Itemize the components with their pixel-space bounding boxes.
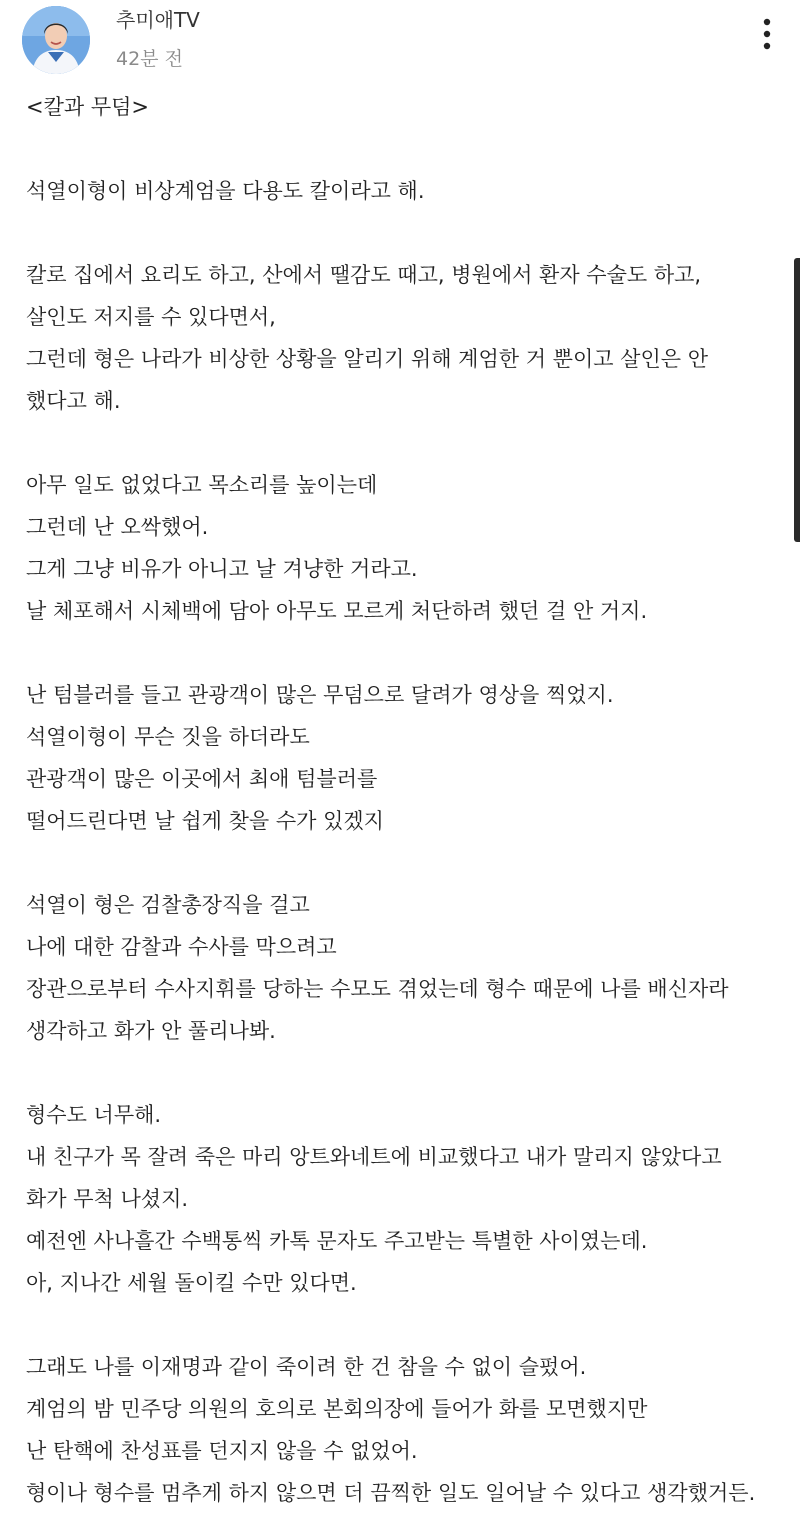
post-text-line: 했다고 해. <box>26 389 121 413</box>
post-text-line: 그래도 나를 이재명과 같이 죽이려 한 건 참을 수 없이 슬펐어. <box>26 1355 587 1379</box>
post-text-line: 떨어드린다면 날 쉽게 찾을 수가 있겠지 <box>26 809 384 833</box>
post-timestamp: 42분 전 <box>116 48 183 70</box>
post-text-line: 그게 그냥 비유가 아니고 날 겨냥한 거라고. <box>26 557 418 581</box>
post-text-line: 나에 대한 감찰과 수사를 막으려고 <box>26 935 337 959</box>
blank-line <box>26 422 786 464</box>
post-text-line: 아, 지나간 세월 돌이킬 수만 있다면. <box>26 1271 357 1295</box>
post-text-line: 칼로 집에서 요리도 하고, 산에서 땔감도 때고, 병원에서 환자 수술도 하고, <box>26 263 702 287</box>
post-title: <칼과 무덤> <box>26 95 150 119</box>
more-options-button[interactable] <box>752 14 782 54</box>
post-text-line: 생각하고 화가 안 풀리나봐. <box>26 1019 276 1043</box>
profile-photo-icon <box>22 6 90 74</box>
blank-line <box>26 842 786 884</box>
post-text-line: 내 친구가 목 잘려 죽은 마리 앙트와네트에 비교했다고 내가 말리지 않았다고 <box>26 1145 722 1169</box>
post-text-line: 형수도 너무해. <box>26 1103 162 1127</box>
post-text-line: 그런데 난 오싹했어. <box>26 515 209 539</box>
post-text-line: 석열이 형은 검찰총장직을 걸고 <box>26 893 310 917</box>
post-text-line: 관광객이 많은 이곳에서 최애 텀블러를 <box>26 767 378 791</box>
post-text-line: 석열이형이 비상계엄을 다용도 칼이라고 해. <box>26 179 425 203</box>
post-body <box>26 86 786 1514</box>
post-text-line: 살인도 저지를 수 있다면서, <box>26 305 276 329</box>
post-text-line: 석열이형이 무슨 짓을 하더라도 <box>26 725 310 749</box>
post-text-line: 난 탄핵에 찬성표를 던지지 않을 수 없었어. <box>26 1439 418 1463</box>
post-text-line: 장관으로부터 수사지휘를 당하는 수모도 겪었는데 형수 때문에 나를 배신자라 <box>26 977 729 1001</box>
channel-name[interactable]: 추미애TV <box>116 8 200 32</box>
blank-line <box>26 1304 786 1346</box>
scrollbar-thumb[interactable] <box>794 258 800 542</box>
blank-line <box>26 212 786 254</box>
post-text-line: 형이나 형수를 멈추게 하지 않으면 더 끔찍한 일도 일어날 수 있다고 생각했거든. <box>26 1481 756 1505</box>
vertical-dots-icon <box>752 14 782 54</box>
post-text-line: 난 텀블러를 들고 관광객이 많은 무덤으로 달려가 영상을 찍었지. <box>26 683 614 707</box>
blank-line <box>26 1052 786 1094</box>
channel-avatar[interactable] <box>22 6 90 74</box>
post-text-line: 예전엔 사나흘간 수백통씩 카톡 문자도 주고받는 특별한 사이였는데. <box>26 1229 648 1253</box>
blank-line <box>26 128 786 170</box>
post-text-line: 그런데 형은 나라가 비상한 상황을 알리기 위해 계엄한 거 뿐이고 살인은 안 <box>26 347 709 371</box>
post-text-line: 아무 일도 없었다고 목소리를 높이는데 <box>26 473 378 497</box>
post-header <box>0 0 800 80</box>
post-text-line: 날 체포해서 시체백에 담아 아무도 모르게 처단하려 했던 걸 안 거지. <box>26 599 648 623</box>
blank-line <box>26 632 786 674</box>
post-text-line: 계엄의 밤 민주당 의원의 호의로 본회의장에 들어가 화를 모면했지만 <box>26 1397 648 1421</box>
post-text-line: 화가 무척 나셨지. <box>26 1187 189 1211</box>
